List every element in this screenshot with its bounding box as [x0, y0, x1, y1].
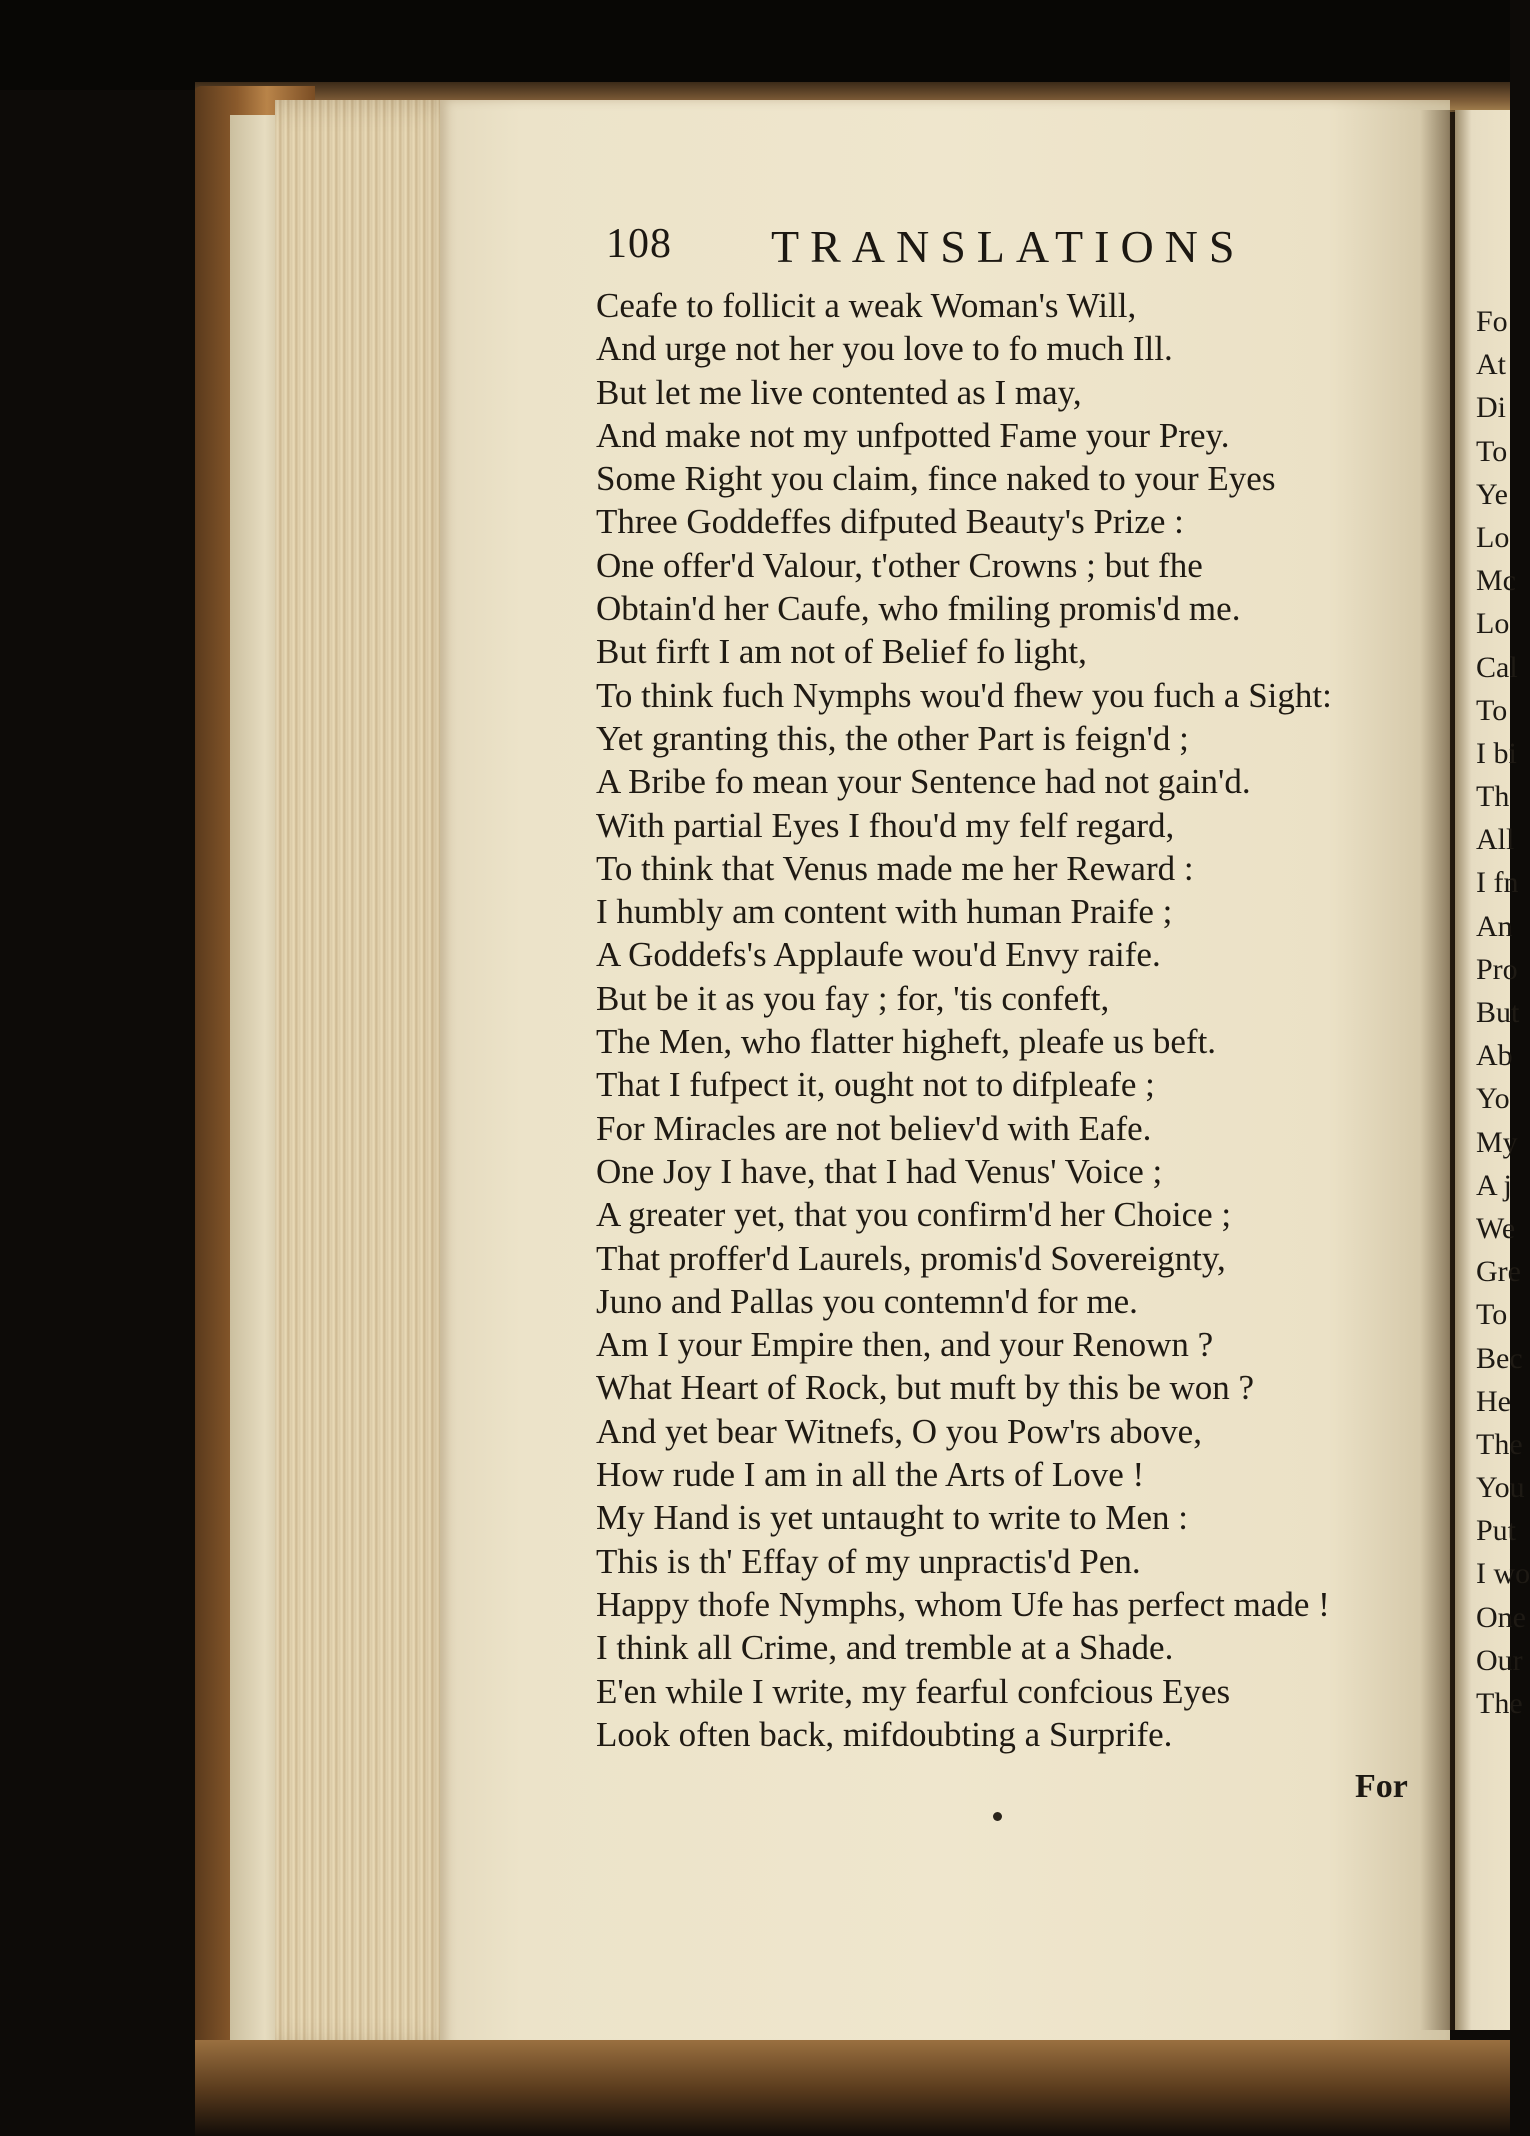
verse-line: Obtain'd her Caufe, who fmiling promis'd me. [596, 589, 1241, 629]
verse-line: Three Goddeffes difputed Beauty's Prize : [596, 502, 1184, 542]
facing-fragment: Our [1476, 1643, 1523, 1677]
verse-line: The Men, who flatter higheft, pleafe us beft. [596, 1022, 1217, 1062]
facing-fragment: To [1476, 1298, 1508, 1332]
facing-fragment: I wo [1476, 1557, 1530, 1591]
verse-line: And urge not her you love to fo much Ill. [596, 329, 1173, 369]
facing-fragment: He [1476, 1384, 1511, 1418]
verse-line: Juno and Pallas you contemn'd for me. [596, 1281, 1138, 1321]
facing-fragment: I bi [1476, 736, 1517, 770]
catchword: For [1355, 1768, 1408, 1805]
facing-fragment: The [1476, 1687, 1523, 1720]
verse-line: A Bribe fo mean your Sentence had not gain'd. [596, 762, 1251, 802]
facing-fragment: But [1476, 996, 1520, 1029]
facing-fragment: One [1476, 1600, 1526, 1634]
facing-fragment: My [1476, 1125, 1518, 1159]
verse-line: My Hand is yet untaught to write to Men : [596, 1498, 1189, 1538]
verse-line: What Heart of Rock, but muft by this be won ? [596, 1368, 1255, 1408]
facing-fragment: We [1476, 1211, 1516, 1245]
gutter-shadow [1420, 110, 1460, 2030]
verse-line: But let me live contented as I may, [596, 372, 1082, 412]
verse-line: To think fuch Nymphs wou'd fhew you fuch a Sight: [596, 675, 1332, 715]
verse-line: A greater yet, that you confirm'd her Choice ; [596, 1195, 1232, 1235]
facing-fragment: The [1476, 1427, 1523, 1461]
facing-fragment: Mc [1476, 564, 1516, 598]
facing-fragment: Put [1476, 1514, 1517, 1548]
facing-fragment: I fn [1476, 866, 1519, 900]
facing-fragment: To [1476, 434, 1508, 468]
facing-fragment: Gre [1476, 1255, 1521, 1289]
facing-fragment: You [1476, 1471, 1525, 1505]
verse-line: Some Right you claim, fince naked to your Eyes [596, 459, 1276, 499]
verse-line: Look often back, mifdoubting a Surprife. [596, 1714, 1173, 1754]
verse-line: And make not my unfpotted Fame your Prey. [596, 415, 1230, 455]
verse-line: That proffer'd Laurels, promis'd Sovereignty, [596, 1238, 1226, 1278]
section-title: TRANSLATIONS [771, 221, 1246, 272]
verse-line: With partial Eyes I fhou'd my felf regard, [596, 805, 1175, 845]
facing-fragment: All [1476, 823, 1515, 857]
verse-line: I humbly am content with human Praife ; [596, 892, 1173, 932]
facing-fragment: At [1476, 348, 1506, 382]
facing-fragment: Ye [1476, 477, 1508, 511]
verse-line: Am I your Empire then, and your Renown ? [596, 1325, 1214, 1365]
verse-line: But firft I am not of Belief fo light, [596, 632, 1087, 672]
page-number: 108 [606, 221, 672, 267]
verse-line: To think that Venus made me her Reward : [596, 848, 1194, 888]
facing-fragment: Lo [1476, 607, 1510, 641]
verse-line: And yet bear Witnefs, O you Pow'rs above, [596, 1411, 1202, 1451]
facing-fragment: Yo [1476, 1082, 1510, 1116]
facing-fragment: Cal [1476, 650, 1518, 684]
facing-fragment: Di [1476, 391, 1506, 425]
facing-fragment: Pro [1476, 952, 1518, 986]
facing-page-text [1476, 300, 1530, 1725]
verse-line: Happy thofe Nymphs, whom Ufe has perfect made ! [596, 1584, 1330, 1624]
facing-fragment: An [1476, 909, 1513, 943]
dark-background [0, 0, 1510, 90]
verse-line: But be it as you fay ; for, 'tis confeft, [596, 978, 1110, 1018]
facing-fragment: Fo [1476, 305, 1508, 338]
facing-fragment: Ab [1476, 1039, 1513, 1073]
verse-line: Yet granting this, the other Part is feign'd ; [596, 718, 1189, 758]
verse-line: I think all Crime, and tremble at a Shade. [596, 1628, 1174, 1668]
verse-line: E'en while I write, my fearful confcious Eyes [596, 1671, 1231, 1711]
verse-line: That I fufpect it, ought not to difpleafe ; [596, 1065, 1155, 1105]
facing-fragment: To [1476, 693, 1508, 727]
verse-line: Ceafe to follicit a weak Woman's Will, [596, 286, 1137, 325]
bottom-cover-edge [195, 2040, 1510, 2136]
verse-line: How rude I am in all the Arts of Love ! [596, 1455, 1145, 1495]
verse-line: For Miracles are not believ'd with Eafe. [596, 1108, 1152, 1148]
verse-line: A Goddefs's Applaufe wou'd Envy raife. [596, 935, 1161, 975]
facing-fragment: Lo [1476, 520, 1510, 554]
verse-line: One offer'd Valour, t'other Crowns ; but fhe [596, 545, 1203, 585]
verse-text [596, 284, 1396, 1756]
verse-line: One Joy I have, that I had Venus' Voice ; [596, 1151, 1163, 1191]
facing-fragment: Th [1476, 780, 1510, 814]
facing-fragment: Bec [1476, 1341, 1523, 1375]
ink-dot [993, 1812, 1002, 1821]
verse-line: This is th' Effay of my unpractis'd Pen. [596, 1541, 1141, 1581]
facing-fragment: A j [1476, 1168, 1512, 1202]
